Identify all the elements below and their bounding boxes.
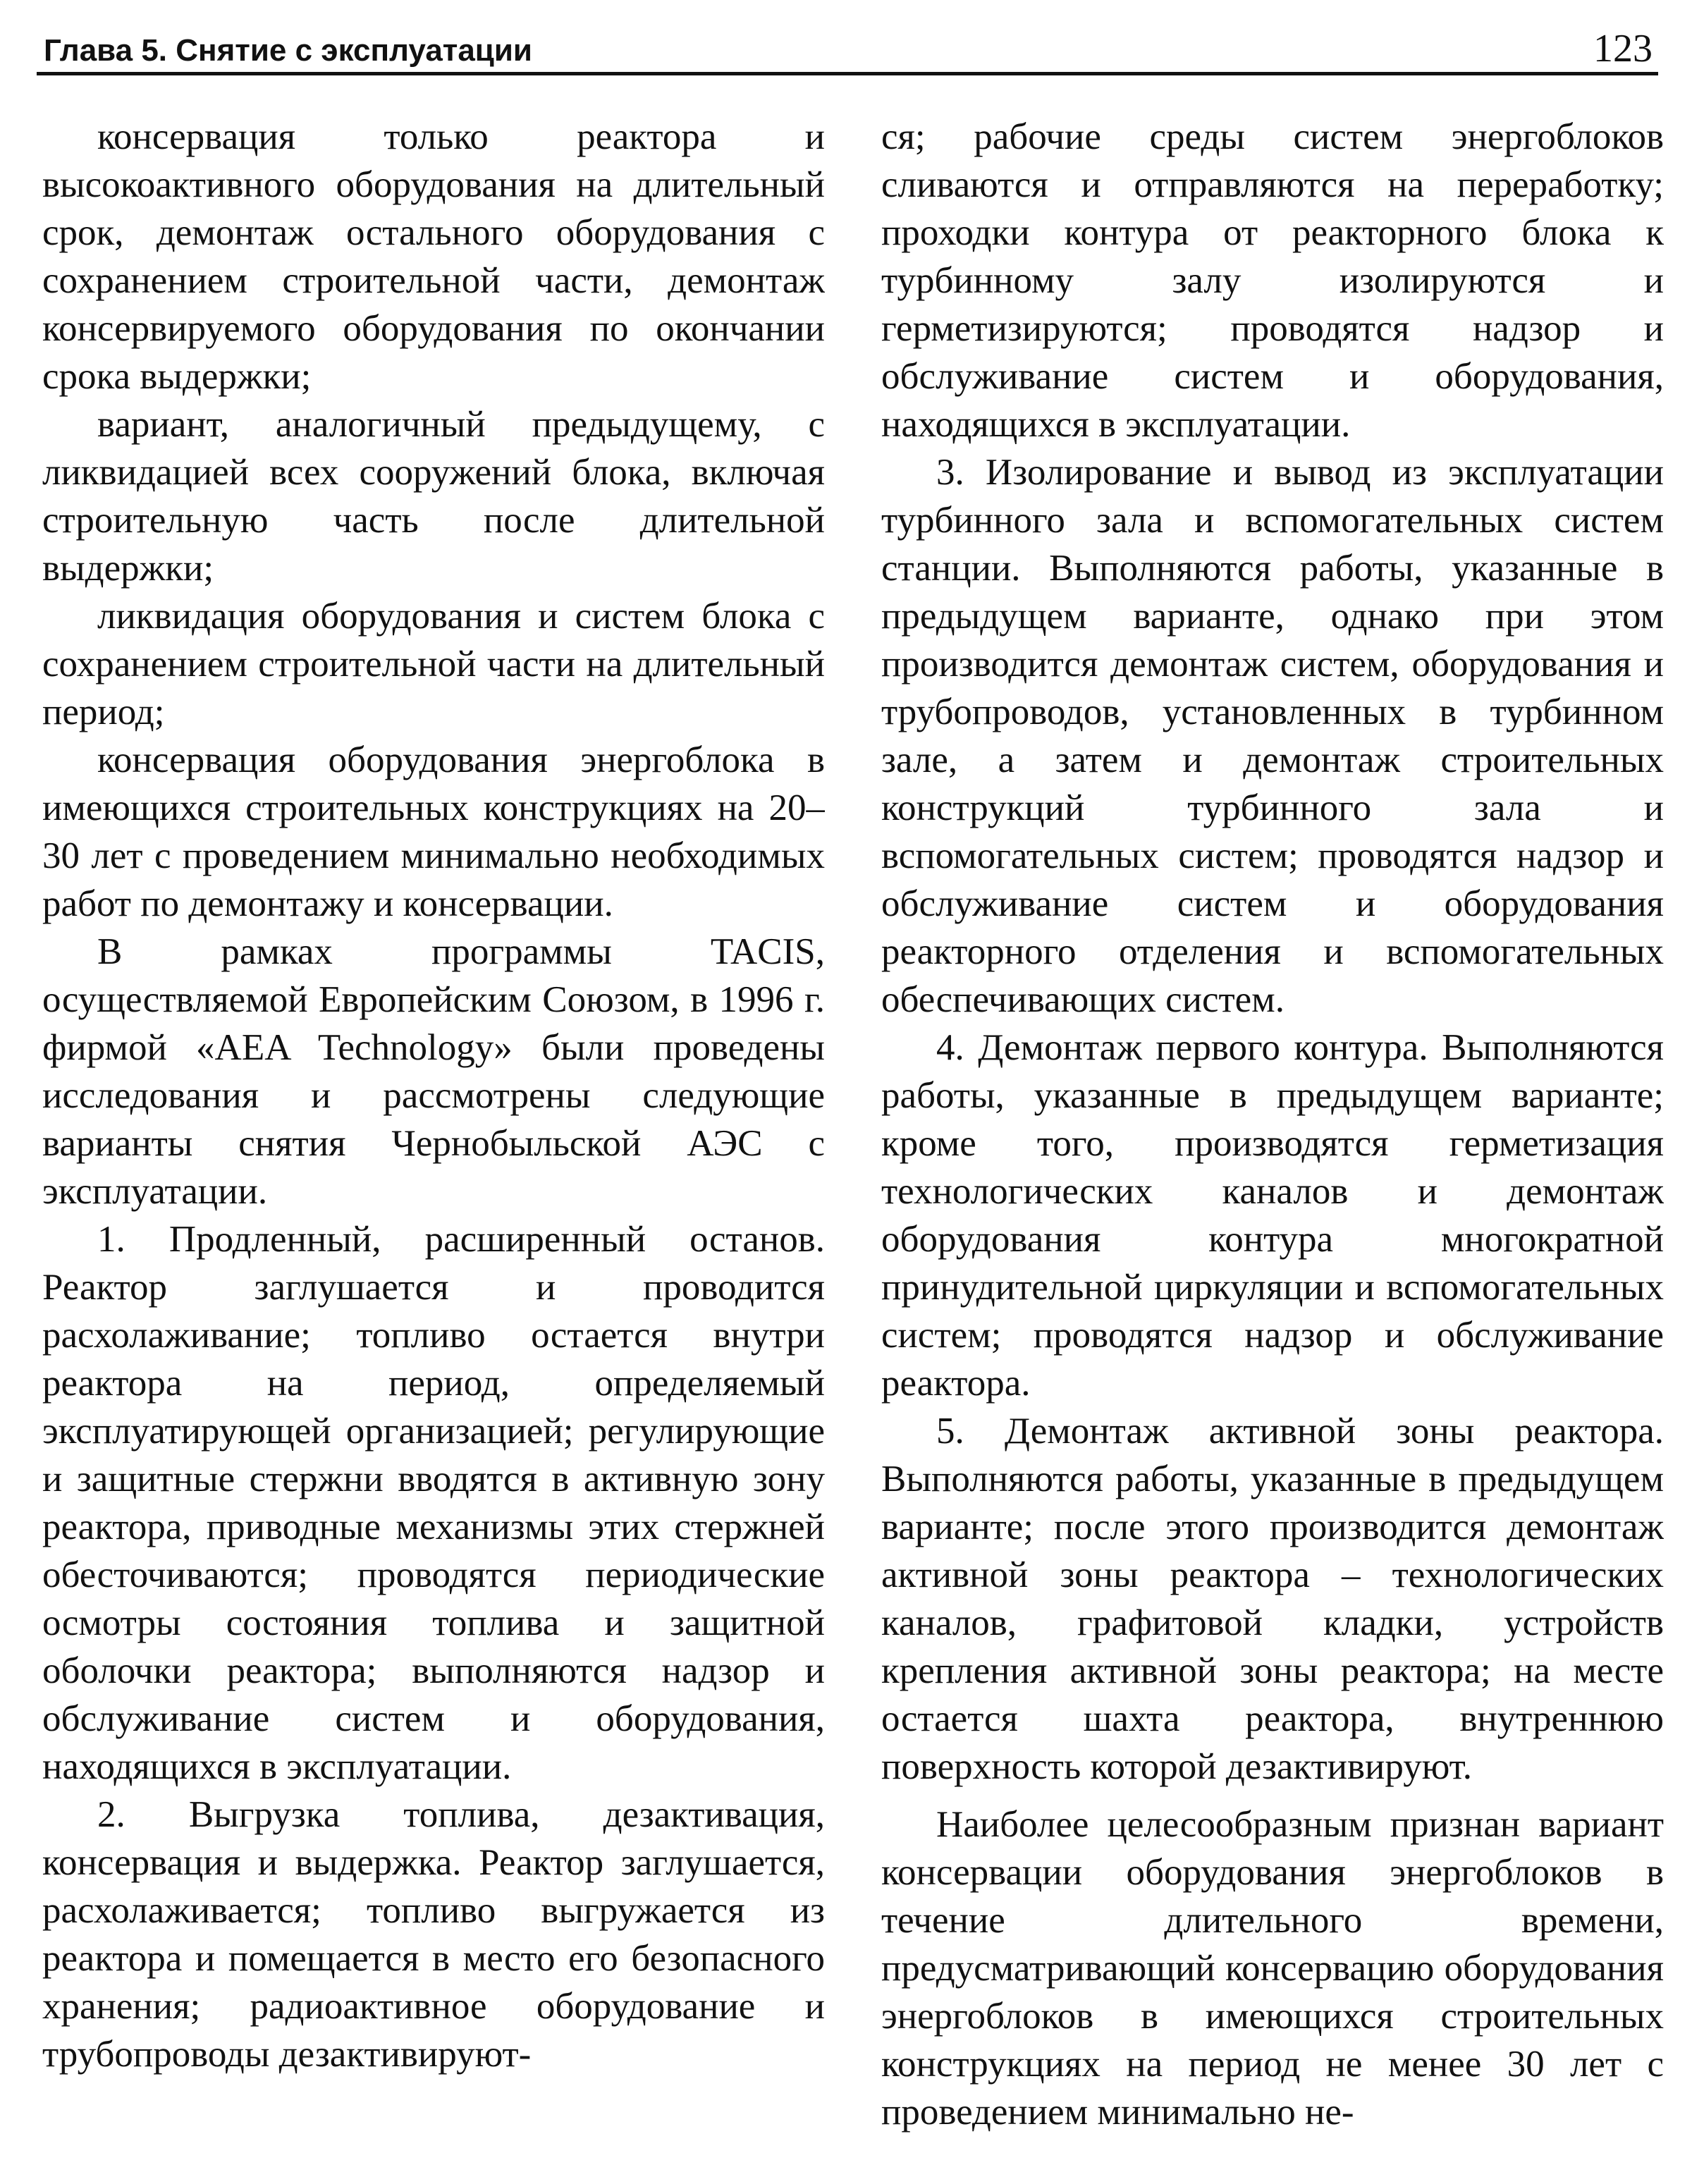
- running-header: [37, 28, 1658, 75]
- paragraph: 4. Демонтаж первого контура. Выполняются работы, указанные в предыдущем варианте; кроме того, производятся герметизация технологических каналов и демонтаж оборудования контура многократной принудительной циркуляции и вспомогательных систем; проводятся надзор и обслуживание реактора.: [881, 1027, 1664, 1404]
- page-number: 123: [1593, 27, 1653, 70]
- paragraph: В рамках программы TACIS, осуществляемой Европейским Союзом, в 1996 г. фирмой «AEA Technology» были проведены исследования и рассмотрены следующие варианты снятия Чернобыльской АЭС с эксплуатации.: [42, 931, 825, 1212]
- paragraph: консервация оборудования энергоблока в имеющихся строительных конструкциях на 20–30 лет с проведением минимально необходимых работ по демонтажу и консервации.: [42, 740, 825, 924]
- paragraph: Наиболее целесообразным признан вариант консервации оборудования энергоблоков в течение длительного времени, предусматривающий консервацию оборудования энергоблоков в имеющихся строительных конструкциях на период не менее 30 лет с проведением минимально не-: [881, 1804, 1664, 2133]
- chapter-title: Глава 5. Снятие с эксплуатации: [44, 33, 532, 68]
- paragraph: 3. Изолирование и вывод из эксплуатации турбинного зала и вспомогательных систем станции. Выполняются работы, указанные в предыдущем варианте, однако при этом производится демонтаж систем, оборудования и трубопроводов, установленных в турбинном зале, а затем и демонтаж строительных конструкций турбинного зала и вспомогательных систем; проводятся надзор и обслуживание систем и оборудования реакторного отделения и вспомогательных обеспечивающих систем.: [881, 452, 1664, 1020]
- paragraph: вариант, аналогичный предыдущему, с ликвидацией всех сооружений блока, включая строительную часть после длительной выдержки;: [42, 404, 825, 589]
- paragraph: консервация только реактора и высокоактивного оборудования на длительный срок, демонтаж остального оборудования с сохранением строительной части, демонтаж консервируемого оборудования по окончании срока выдержки;: [42, 116, 825, 397]
- paragraph: ликвидация оборудования и систем блока с сохранением строительной части на длительный период;: [42, 596, 825, 732]
- paragraph: 1. Продленный, расширенный останов. Реактор заглушается и проводится расхолаживание; топливо остается внутри реактора на период, определяемый эксплуатирующей организацией; регулирующие и защитные стержни вводятся в активную зону реактора, приводные механизмы этих стержней обесточиваются; проводятся периодические осмотры состояния топлива и защитной оболочки реактора; выполняются надзор и обслуживание систем и оборудования, находящихся в эксплуатации.: [42, 1219, 825, 1787]
- paragraph: 5. Демонтаж активной зоны реактора. Выполняются работы, указанные в предыдущем варианте; после этого производится демонтаж активной зоны реактора – технологических каналов, графитовой кладки, устройств крепления активной зоны реактора; на месте остается шахта реактора, внутреннюю поверхность которой дезактивируют.: [881, 1411, 1664, 1787]
- paragraph: ся; рабочие среды систем энергоблоков сливаются и отправляются на переработку; проходки контура от реакторного блока к турбинному залу изолируются и герметизируются; проводятся надзор и обслуживание систем и оборудования, находящихся в эксплуатации.: [881, 116, 1664, 445]
- right-column: [881, 113, 1664, 2175]
- paragraph: 2. Выгрузка топлива, дезактивация, консервация и выдержка. Реактор заглушается, расхолаживается; топливо выгружается из реактора и помещается в место его безопасного хранения; радиоактивное оборудование и трубопроводы дезактивируют-: [42, 1794, 825, 2075]
- left-column: [42, 113, 825, 2175]
